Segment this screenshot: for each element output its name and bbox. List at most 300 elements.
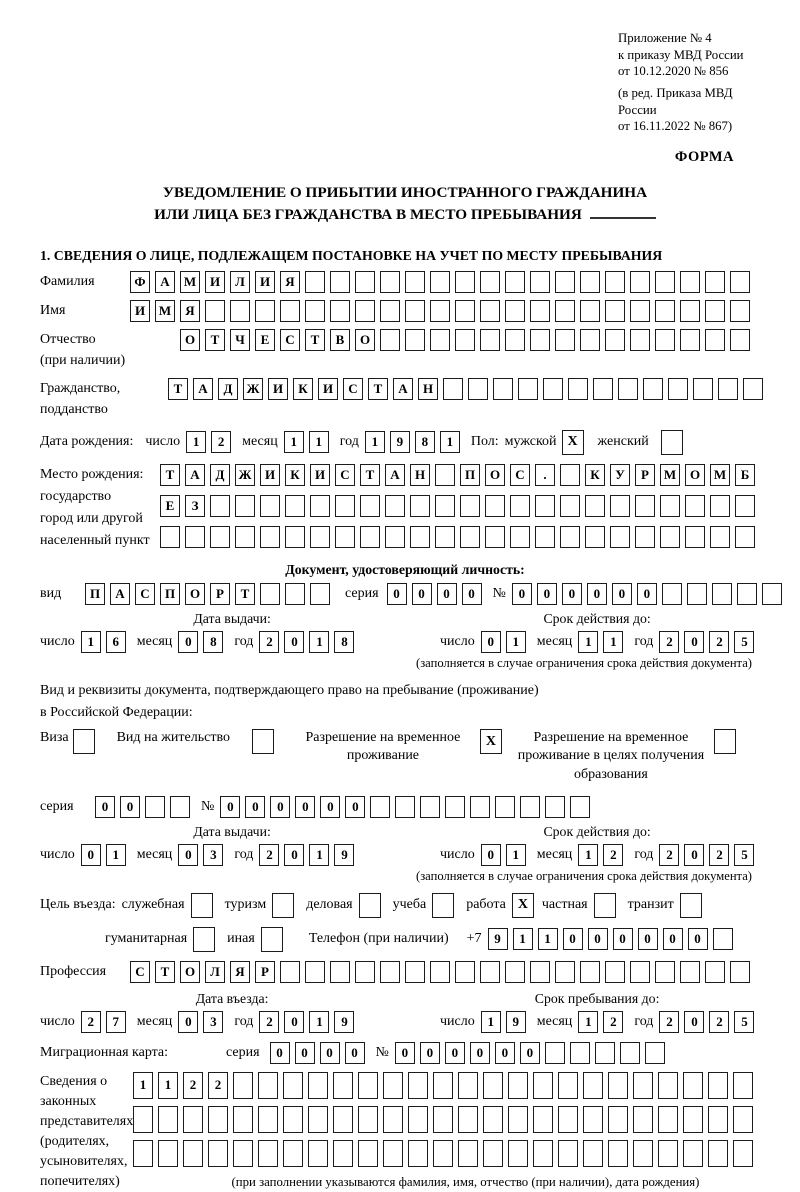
- legal-cell[interactable]: [583, 1106, 603, 1133]
- name-cell[interactable]: [680, 300, 700, 322]
- profession-cell[interactable]: [705, 961, 725, 983]
- birthplace-cell[interactable]: [385, 526, 405, 548]
- citizenship-cell[interactable]: [668, 378, 688, 400]
- surname-cell[interactable]: [505, 271, 525, 293]
- migration-number-cell[interactable]: 0: [395, 1042, 415, 1064]
- birth-year-cell[interactable]: 8: [415, 431, 435, 453]
- profession-cell[interactable]: [730, 961, 750, 983]
- permit-number-cell[interactable]: 0: [270, 796, 290, 818]
- patronymic-cell[interactable]: О: [355, 329, 375, 351]
- birth-year-cell[interactable]: 1: [365, 431, 385, 453]
- permit-series-cell[interactable]: 0: [95, 796, 115, 818]
- phone-cell[interactable]: 0: [613, 928, 633, 950]
- birthplace-cell[interactable]: [535, 495, 555, 517]
- name-cell[interactable]: [355, 300, 375, 322]
- name-cell[interactable]: [405, 300, 425, 322]
- citizenship-cell[interactable]: К: [293, 378, 313, 400]
- name-cell[interactable]: [655, 300, 675, 322]
- permit-number-cell[interactable]: [395, 796, 415, 818]
- entry-date-cell[interactable]: 0: [178, 1011, 198, 1033]
- purpose-work-checkbox[interactable]: X: [512, 893, 534, 918]
- permit-number-cell[interactable]: [495, 796, 515, 818]
- permit-series-cell[interactable]: 0: [120, 796, 140, 818]
- legal-cell[interactable]: [308, 1072, 328, 1099]
- profession-cell[interactable]: [355, 961, 375, 983]
- birthplace-cell[interactable]: [535, 526, 555, 548]
- birthplace-cell[interactable]: [285, 526, 305, 548]
- surname-cell[interactable]: Я: [280, 271, 300, 293]
- id-series-cell[interactable]: 0: [412, 583, 432, 605]
- patronymic-cell[interactable]: [705, 329, 725, 351]
- citizenship-cell[interactable]: И: [318, 378, 338, 400]
- migration-number-cell[interactable]: [620, 1042, 640, 1064]
- female-checkbox[interactable]: [661, 430, 683, 455]
- birthplace-cell[interactable]: [360, 526, 380, 548]
- birthplace-cell[interactable]: [585, 495, 605, 517]
- legal-cell[interactable]: [633, 1106, 653, 1133]
- birthplace-cell[interactable]: [185, 526, 205, 548]
- legal-cell[interactable]: [533, 1072, 553, 1099]
- id-until-cell[interactable]: 2: [709, 631, 729, 653]
- citizenship-cell[interactable]: Т: [368, 378, 388, 400]
- birthplace-cell[interactable]: Р: [635, 464, 655, 486]
- stay-until-cell[interactable]: 2: [603, 1011, 623, 1033]
- permit-until-cell[interactable]: 2: [709, 844, 729, 866]
- birthplace-cell[interactable]: Б: [735, 464, 755, 486]
- id-type-cell[interactable]: С: [135, 583, 155, 605]
- legal-cell[interactable]: [458, 1106, 478, 1133]
- name-cell[interactable]: [580, 300, 600, 322]
- patronymic-cell[interactable]: С: [280, 329, 300, 351]
- legal-cell[interactable]: [683, 1072, 703, 1099]
- birthplace-cell[interactable]: К: [285, 464, 305, 486]
- purpose-business-checkbox[interactable]: [359, 893, 381, 918]
- birthplace-cell[interactable]: [435, 526, 455, 548]
- name-cell[interactable]: [630, 300, 650, 322]
- id-number-cell[interactable]: 0: [637, 583, 657, 605]
- permit-until-cell[interactable]: 0: [481, 844, 501, 866]
- citizenship-cell[interactable]: [468, 378, 488, 400]
- stay-until-cell[interactable]: 2: [659, 1011, 679, 1033]
- surname-cell[interactable]: А: [155, 271, 175, 293]
- patronymic-cell[interactable]: [605, 329, 625, 351]
- patronymic-cell[interactable]: [530, 329, 550, 351]
- profession-cell[interactable]: [430, 961, 450, 983]
- legal-cell[interactable]: [358, 1106, 378, 1133]
- patronymic-cell[interactable]: В: [330, 329, 350, 351]
- profession-cell[interactable]: С: [130, 961, 150, 983]
- legal-cell[interactable]: [383, 1072, 403, 1099]
- permit-series-cell[interactable]: [170, 796, 190, 818]
- birthplace-cell[interactable]: О: [485, 464, 505, 486]
- surname-cell[interactable]: Л: [230, 271, 250, 293]
- migration-series-cell[interactable]: 0: [345, 1042, 365, 1064]
- birthplace-cell[interactable]: И: [260, 464, 280, 486]
- birthplace-cell[interactable]: [685, 526, 705, 548]
- permit-issue-cell[interactable]: 2: [259, 844, 279, 866]
- permit-issue-cell[interactable]: 0: [284, 844, 304, 866]
- id-until-cell[interactable]: 2: [659, 631, 679, 653]
- legal-cell[interactable]: [558, 1106, 578, 1133]
- id-until-cell[interactable]: 1: [578, 631, 598, 653]
- permit-number-cell[interactable]: 0: [220, 796, 240, 818]
- birthplace-cell[interactable]: [310, 495, 330, 517]
- purpose-humanitarian-checkbox[interactable]: [193, 927, 215, 952]
- migration-number-cell[interactable]: 0: [470, 1042, 490, 1064]
- name-cell[interactable]: [730, 300, 750, 322]
- legal-cell[interactable]: [283, 1106, 303, 1133]
- residence-permit-checkbox[interactable]: [252, 729, 274, 754]
- profession-cell[interactable]: Р: [255, 961, 275, 983]
- visa-checkbox[interactable]: [73, 729, 95, 754]
- migration-number-cell[interactable]: [545, 1042, 565, 1064]
- id-number-cell[interactable]: [662, 583, 682, 605]
- citizenship-cell[interactable]: [443, 378, 463, 400]
- entry-date-cell[interactable]: 1: [309, 1011, 329, 1033]
- name-cell[interactable]: [455, 300, 475, 322]
- birthplace-cell[interactable]: [610, 495, 630, 517]
- legal-cell[interactable]: [558, 1072, 578, 1099]
- profession-cell[interactable]: [380, 961, 400, 983]
- phone-cell[interactable]: 0: [588, 928, 608, 950]
- citizenship-cell[interactable]: [518, 378, 538, 400]
- legal-cell[interactable]: [708, 1072, 728, 1099]
- birthplace-cell[interactable]: Е: [160, 495, 180, 517]
- birthplace-cell[interactable]: [610, 526, 630, 548]
- legal-cell[interactable]: [158, 1106, 178, 1133]
- profession-cell[interactable]: Л: [205, 961, 225, 983]
- name-cell[interactable]: [555, 300, 575, 322]
- phone-cell[interactable]: 1: [513, 928, 533, 950]
- permit-number-cell[interactable]: [370, 796, 390, 818]
- name-cell[interactable]: Я: [180, 300, 200, 322]
- id-until-cell[interactable]: 1: [506, 631, 526, 653]
- legal-cell[interactable]: 2: [208, 1072, 228, 1099]
- citizenship-cell[interactable]: С: [343, 378, 363, 400]
- birthplace-cell[interactable]: [460, 526, 480, 548]
- id-type-cell[interactable]: [285, 583, 305, 605]
- legal-cell[interactable]: [408, 1106, 428, 1133]
- birthplace-cell[interactable]: И: [310, 464, 330, 486]
- birthplace-cell[interactable]: [360, 495, 380, 517]
- legal-cell[interactable]: 1: [158, 1072, 178, 1099]
- surname-cell[interactable]: [680, 271, 700, 293]
- purpose-study-checkbox[interactable]: [432, 893, 454, 918]
- legal-cell[interactable]: [283, 1072, 303, 1099]
- birthplace-cell[interactable]: [560, 495, 580, 517]
- surname-cell[interactable]: [530, 271, 550, 293]
- profession-cell[interactable]: [605, 961, 625, 983]
- birthplace-cell[interactable]: К: [585, 464, 605, 486]
- name-cell[interactable]: И: [130, 300, 150, 322]
- id-number-cell[interactable]: [687, 583, 707, 605]
- name-cell[interactable]: М: [155, 300, 175, 322]
- profession-cell[interactable]: [280, 961, 300, 983]
- legal-cell[interactable]: [133, 1106, 153, 1133]
- permit-until-cell[interactable]: 2: [659, 844, 679, 866]
- birthplace-cell[interactable]: [160, 526, 180, 548]
- purpose-other-checkbox[interactable]: [261, 927, 283, 952]
- entry-date-cell[interactable]: 2: [81, 1011, 101, 1033]
- migration-number-cell[interactable]: [595, 1042, 615, 1064]
- citizenship-cell[interactable]: [718, 378, 738, 400]
- profession-cell[interactable]: Т: [155, 961, 175, 983]
- legal-cell[interactable]: [508, 1072, 528, 1099]
- profession-cell[interactable]: [405, 961, 425, 983]
- permit-issue-cell[interactable]: 1: [106, 844, 126, 866]
- profession-cell[interactable]: [505, 961, 525, 983]
- permit-series-cell[interactable]: [145, 796, 165, 818]
- legal-cell[interactable]: [733, 1106, 753, 1133]
- birthplace-cell[interactable]: [435, 464, 455, 486]
- birthplace-cell[interactable]: [660, 495, 680, 517]
- name-cell[interactable]: [205, 300, 225, 322]
- birth-month-cell[interactable]: 1: [309, 431, 329, 453]
- name-cell[interactable]: [505, 300, 525, 322]
- permit-until-cell[interactable]: 1: [506, 844, 526, 866]
- id-issue-cell[interactable]: 0: [178, 631, 198, 653]
- entry-date-cell[interactable]: 7: [106, 1011, 126, 1033]
- legal-cell[interactable]: [233, 1106, 253, 1133]
- surname-cell[interactable]: [705, 271, 725, 293]
- birthplace-cell[interactable]: Ж: [235, 464, 255, 486]
- name-cell[interactable]: [605, 300, 625, 322]
- surname-cell[interactable]: М: [180, 271, 200, 293]
- profession-cell[interactable]: [630, 961, 650, 983]
- patronymic-cell[interactable]: [580, 329, 600, 351]
- phone-cell[interactable]: 0: [638, 928, 658, 950]
- citizenship-cell[interactable]: [693, 378, 713, 400]
- patronymic-cell[interactable]: [455, 329, 475, 351]
- legal-cell[interactable]: [633, 1072, 653, 1099]
- permit-number-cell[interactable]: [520, 796, 540, 818]
- name-cell[interactable]: [305, 300, 325, 322]
- surname-cell[interactable]: [655, 271, 675, 293]
- legal-cell[interactable]: [258, 1072, 278, 1099]
- citizenship-cell[interactable]: А: [393, 378, 413, 400]
- temp-permit-edu-checkbox[interactable]: [714, 729, 736, 754]
- permit-number-cell[interactable]: 0: [295, 796, 315, 818]
- purpose-tourism-checkbox[interactable]: [272, 893, 294, 918]
- birthplace-cell[interactable]: [560, 464, 580, 486]
- surname-cell[interactable]: [580, 271, 600, 293]
- citizenship-cell[interactable]: [743, 378, 763, 400]
- birthplace-cell[interactable]: [210, 526, 230, 548]
- birthplace-cell[interactable]: О: [685, 464, 705, 486]
- birthplace-cell[interactable]: [385, 495, 405, 517]
- citizenship-cell[interactable]: [568, 378, 588, 400]
- profession-cell[interactable]: [655, 961, 675, 983]
- birthplace-cell[interactable]: [485, 526, 505, 548]
- birthplace-cell[interactable]: У: [610, 464, 630, 486]
- id-issue-cell[interactable]: 2: [259, 631, 279, 653]
- birthplace-cell[interactable]: [735, 526, 755, 548]
- phone-cell[interactable]: 0: [663, 928, 683, 950]
- migration-number-cell[interactable]: [645, 1042, 665, 1064]
- stay-until-cell[interactable]: 5: [734, 1011, 754, 1033]
- id-issue-cell[interactable]: 8: [203, 631, 223, 653]
- purpose-official-checkbox[interactable]: [191, 893, 213, 918]
- patronymic-cell[interactable]: [680, 329, 700, 351]
- birthplace-cell[interactable]: [635, 495, 655, 517]
- entry-date-cell[interactable]: 0: [284, 1011, 304, 1033]
- birthplace-cell[interactable]: [210, 495, 230, 517]
- id-type-cell[interactable]: П: [85, 583, 105, 605]
- id-type-cell[interactable]: О: [185, 583, 205, 605]
- birthplace-cell[interactable]: [710, 526, 730, 548]
- birthplace-cell[interactable]: З: [185, 495, 205, 517]
- id-number-cell[interactable]: [762, 583, 782, 605]
- legal-cell[interactable]: [383, 1106, 403, 1133]
- stay-until-cell[interactable]: 9: [506, 1011, 526, 1033]
- legal-cell[interactable]: [483, 1106, 503, 1133]
- id-number-cell[interactable]: [737, 583, 757, 605]
- birthplace-cell[interactable]: .: [535, 464, 555, 486]
- id-issue-cell[interactable]: 6: [106, 631, 126, 653]
- permit-until-cell[interactable]: 5: [734, 844, 754, 866]
- legal-cell[interactable]: [208, 1106, 228, 1133]
- profession-cell[interactable]: [680, 961, 700, 983]
- legal-cell[interactable]: [608, 1106, 628, 1133]
- id-issue-cell[interactable]: 1: [309, 631, 329, 653]
- name-cell[interactable]: [530, 300, 550, 322]
- birth-month-cell[interactable]: 1: [284, 431, 304, 453]
- id-number-cell[interactable]: 0: [612, 583, 632, 605]
- purpose-private-checkbox[interactable]: [594, 893, 616, 918]
- permit-until-cell[interactable]: 2: [603, 844, 623, 866]
- permit-issue-cell[interactable]: 0: [81, 844, 101, 866]
- surname-cell[interactable]: [380, 271, 400, 293]
- birthplace-cell[interactable]: [635, 526, 655, 548]
- patronymic-cell[interactable]: Т: [305, 329, 325, 351]
- permit-issue-cell[interactable]: 3: [203, 844, 223, 866]
- patronymic-cell[interactable]: [505, 329, 525, 351]
- stay-until-cell[interactable]: 2: [709, 1011, 729, 1033]
- birthplace-cell[interactable]: С: [510, 464, 530, 486]
- permit-issue-cell[interactable]: 9: [334, 844, 354, 866]
- patronymic-cell[interactable]: О: [180, 329, 200, 351]
- legal-cell[interactable]: [333, 1072, 353, 1099]
- id-series-cell[interactable]: 0: [437, 583, 457, 605]
- legal-cell[interactable]: [258, 1106, 278, 1133]
- patronymic-cell[interactable]: Т: [205, 329, 225, 351]
- id-until-cell[interactable]: 0: [481, 631, 501, 653]
- citizenship-cell[interactable]: И: [268, 378, 288, 400]
- purpose-transit-checkbox[interactable]: [680, 893, 702, 918]
- birthplace-cell[interactable]: [335, 495, 355, 517]
- birthplace-cell[interactable]: [560, 526, 580, 548]
- legal-cell[interactable]: [683, 1106, 703, 1133]
- citizenship-cell[interactable]: Ж: [243, 378, 263, 400]
- citizenship-cell[interactable]: Н: [418, 378, 438, 400]
- migration-number-cell[interactable]: 0: [420, 1042, 440, 1064]
- entry-date-cell[interactable]: 3: [203, 1011, 223, 1033]
- permit-number-cell[interactable]: [420, 796, 440, 818]
- permit-issue-cell[interactable]: 0: [178, 844, 198, 866]
- profession-cell[interactable]: Я: [230, 961, 250, 983]
- birthplace-cell[interactable]: [435, 495, 455, 517]
- birthplace-cell[interactable]: [585, 526, 605, 548]
- migration-number-cell[interactable]: [570, 1042, 590, 1064]
- name-cell[interactable]: [255, 300, 275, 322]
- birthplace-cell[interactable]: [710, 495, 730, 517]
- patronymic-cell[interactable]: [405, 329, 425, 351]
- surname-cell[interactable]: [480, 271, 500, 293]
- patronymic-cell[interactable]: Е: [255, 329, 275, 351]
- surname-cell[interactable]: [305, 271, 325, 293]
- birthplace-cell[interactable]: [335, 526, 355, 548]
- citizenship-cell[interactable]: [593, 378, 613, 400]
- citizenship-cell[interactable]: [618, 378, 638, 400]
- birthplace-cell[interactable]: М: [660, 464, 680, 486]
- id-number-cell[interactable]: 0: [562, 583, 582, 605]
- id-issue-cell[interactable]: 8: [334, 631, 354, 653]
- surname-cell[interactable]: [630, 271, 650, 293]
- id-series-cell[interactable]: 0: [387, 583, 407, 605]
- name-cell[interactable]: [230, 300, 250, 322]
- name-cell[interactable]: [480, 300, 500, 322]
- birthplace-cell[interactable]: [235, 495, 255, 517]
- birthplace-cell[interactable]: [310, 526, 330, 548]
- entry-date-cell[interactable]: 2: [259, 1011, 279, 1033]
- patronymic-cell[interactable]: Ч: [230, 329, 250, 351]
- id-until-cell[interactable]: 0: [684, 631, 704, 653]
- birthplace-cell[interactable]: [485, 495, 505, 517]
- birthplace-cell[interactable]: [660, 526, 680, 548]
- permit-number-cell[interactable]: 0: [245, 796, 265, 818]
- stay-until-cell[interactable]: 1: [578, 1011, 598, 1033]
- id-issue-cell[interactable]: 0: [284, 631, 304, 653]
- id-until-cell[interactable]: 5: [734, 631, 754, 653]
- id-type-cell[interactable]: Р: [210, 583, 230, 605]
- legal-cell[interactable]: [658, 1106, 678, 1133]
- name-cell[interactable]: [280, 300, 300, 322]
- birth-day-cell[interactable]: 1: [186, 431, 206, 453]
- birthplace-cell[interactable]: [410, 495, 430, 517]
- legal-cell[interactable]: [708, 1106, 728, 1133]
- surname-cell[interactable]: Ф: [130, 271, 150, 293]
- patronymic-cell[interactable]: [555, 329, 575, 351]
- id-number-cell[interactable]: 0: [512, 583, 532, 605]
- birthplace-cell[interactable]: [235, 526, 255, 548]
- permit-number-cell[interactable]: [470, 796, 490, 818]
- name-cell[interactable]: [380, 300, 400, 322]
- legal-cell[interactable]: [508, 1106, 528, 1133]
- id-type-cell[interactable]: П: [160, 583, 180, 605]
- surname-cell[interactable]: [355, 271, 375, 293]
- patronymic-cell[interactable]: [730, 329, 750, 351]
- birthplace-cell[interactable]: [260, 495, 280, 517]
- surname-cell[interactable]: [605, 271, 625, 293]
- migration-series-cell[interactable]: 0: [295, 1042, 315, 1064]
- birthplace-cell[interactable]: [735, 495, 755, 517]
- surname-cell[interactable]: [330, 271, 350, 293]
- legal-cell[interactable]: [358, 1072, 378, 1099]
- surname-cell[interactable]: [555, 271, 575, 293]
- legal-cell[interactable]: [608, 1072, 628, 1099]
- legal-cell[interactable]: 1: [133, 1072, 153, 1099]
- legal-cell[interactable]: [433, 1106, 453, 1133]
- citizenship-cell[interactable]: [493, 378, 513, 400]
- temp-permit-checkbox[interactable]: X: [480, 729, 502, 754]
- id-number-cell[interactable]: 0: [537, 583, 557, 605]
- legal-cell[interactable]: [483, 1072, 503, 1099]
- birthplace-cell[interactable]: [410, 526, 430, 548]
- entry-date-cell[interactable]: 9: [334, 1011, 354, 1033]
- birthplace-cell[interactable]: [510, 526, 530, 548]
- permit-number-cell[interactable]: 0: [345, 796, 365, 818]
- legal-cell[interactable]: [183, 1106, 203, 1133]
